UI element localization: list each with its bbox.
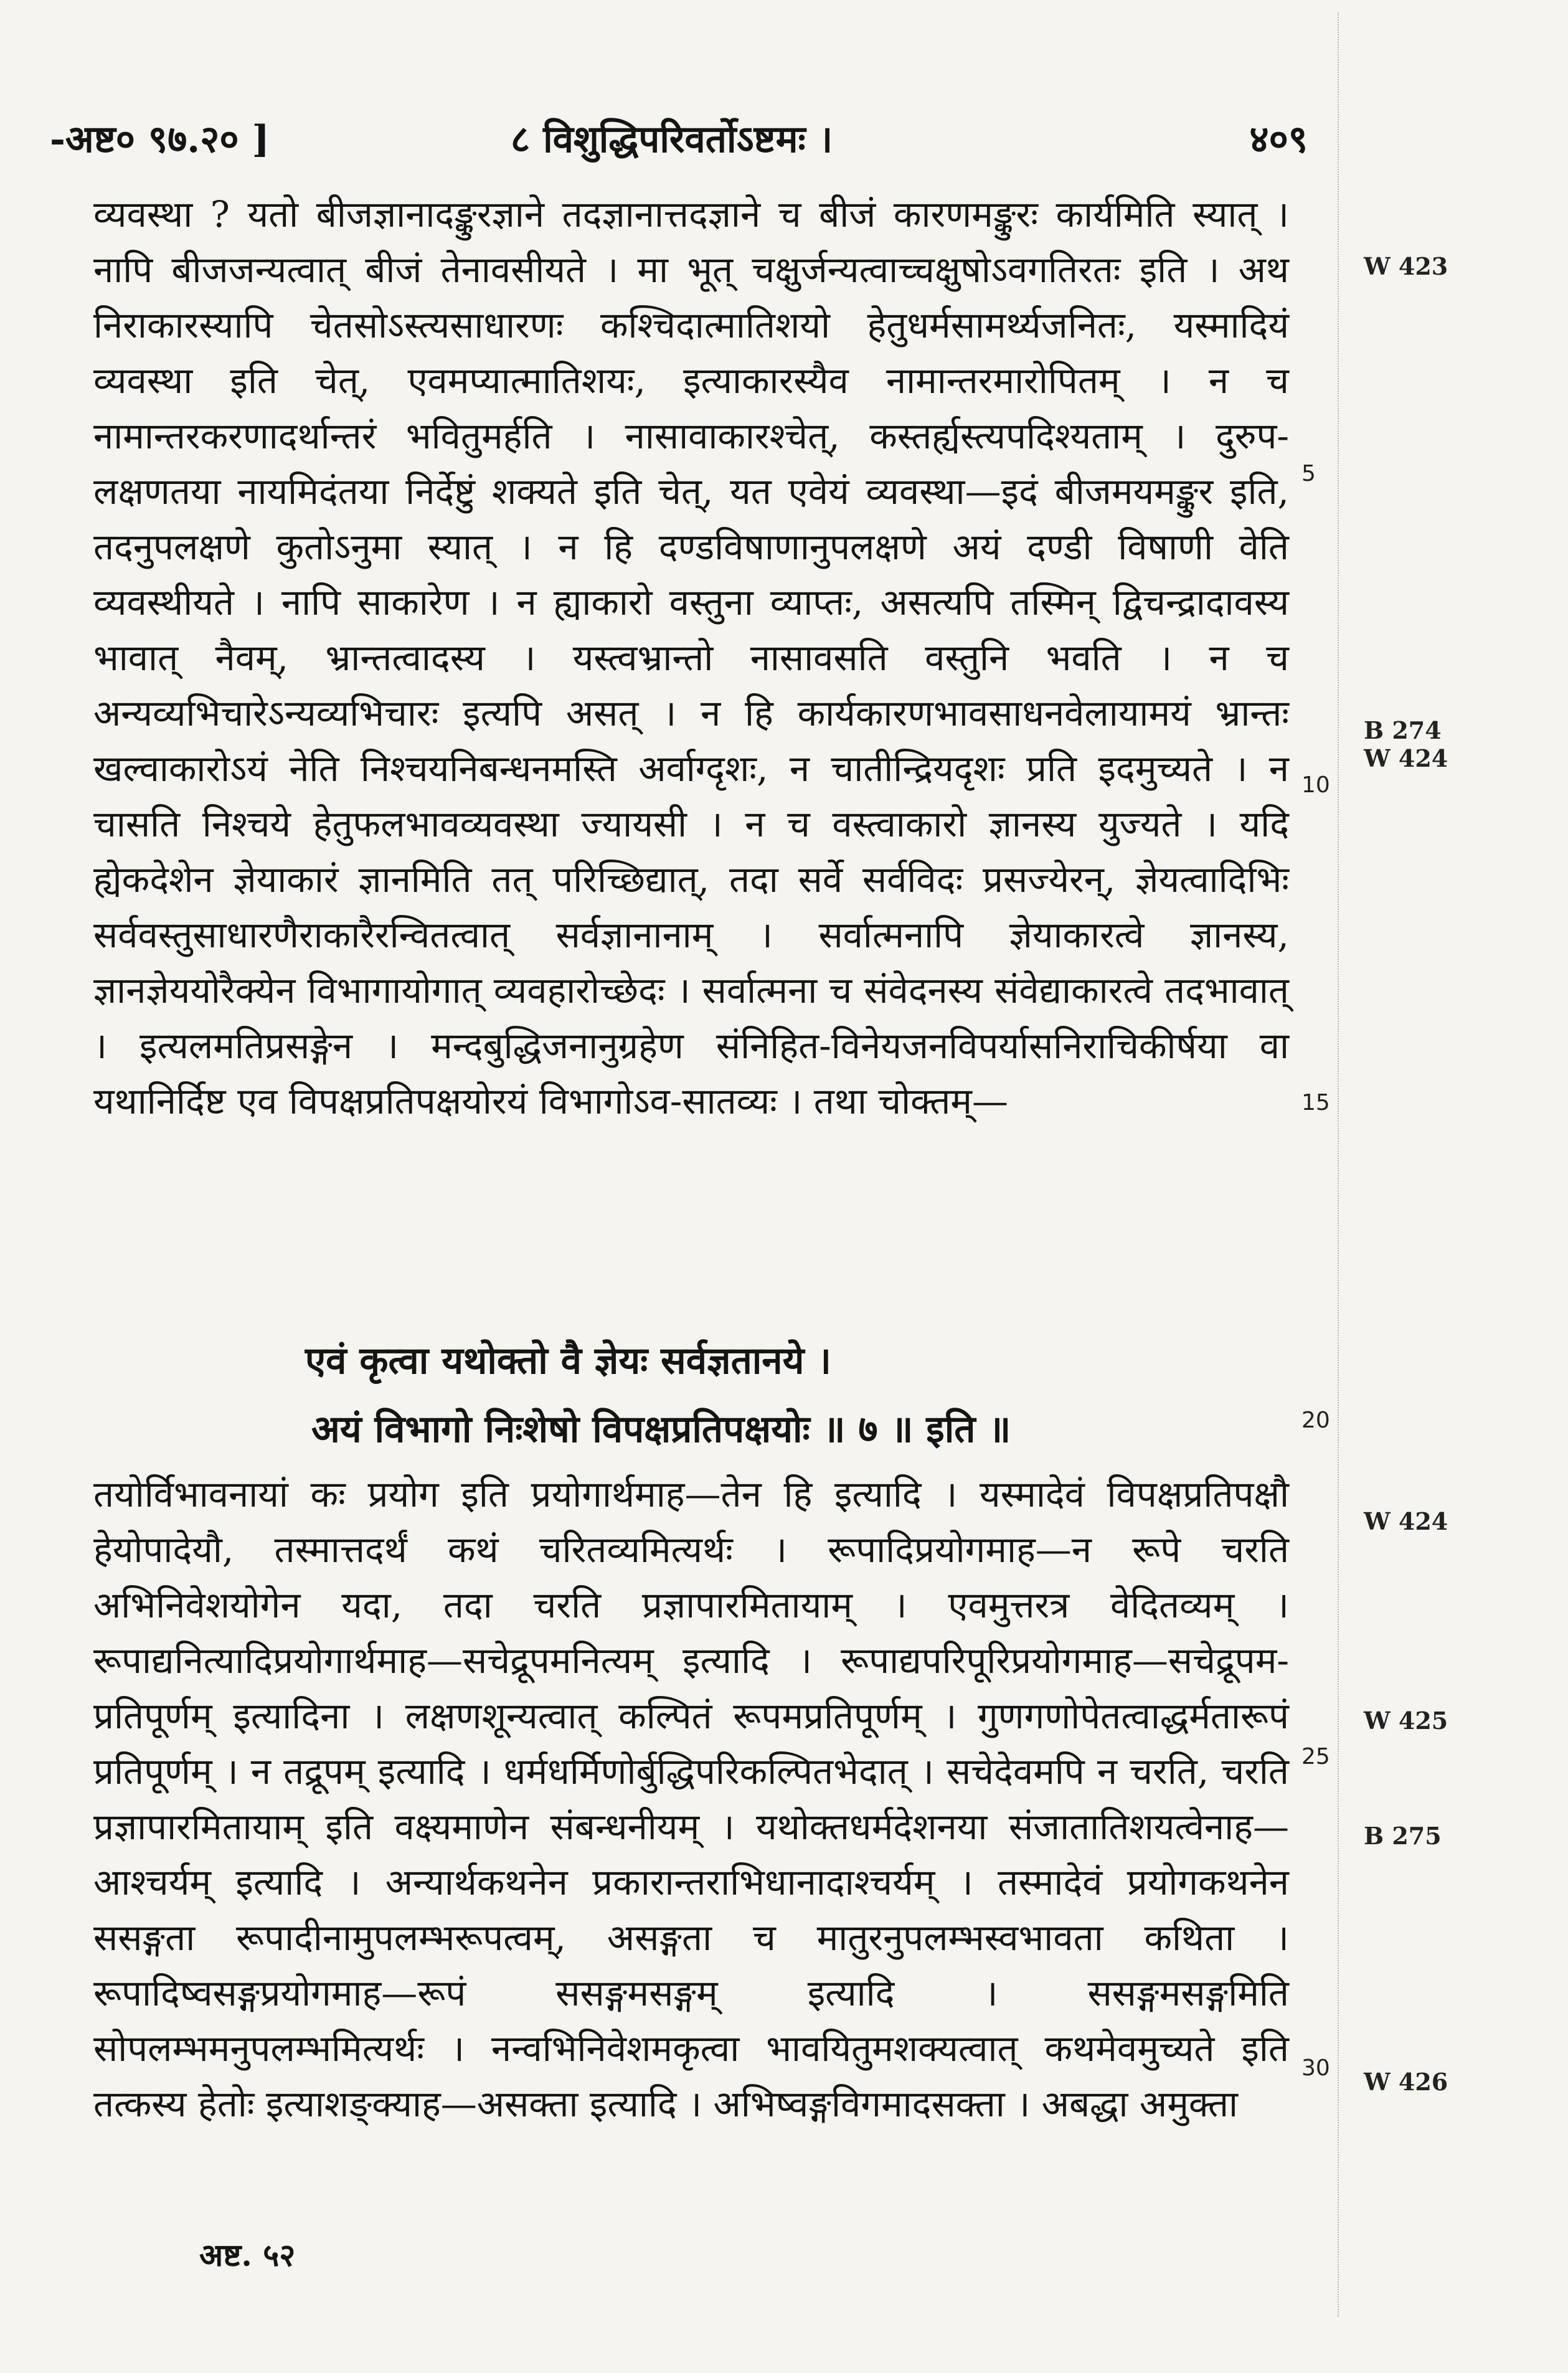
line-number: 10 bbox=[1301, 772, 1330, 798]
margin-rule bbox=[1338, 12, 1339, 2317]
verse-line-2: अयं विभागो निःशेषो विपक्षप्रतिपक्षयोः ॥ ७ ॥ इति ॥ bbox=[311, 1408, 1011, 1451]
signature-mark: अष्ट. ५२ bbox=[199, 2237, 296, 2273]
margin-reference: W 425 bbox=[1364, 1707, 1448, 1735]
commentary-paragraph-2: तयोर्विभावनायां कः प्रयोग इति प्रयोगार्थमाह—तेन हि इत्यादि । यस्मादेवं विपक्षप्रतिपक्षौ हेयोपादेयौ, तस्मात्तदर्थं कथं चरितव्यमित्यर्थः । रूपादिप्रयोगमाह—न रूपे चरति अभिनिवेशयोगेन यदा, तदा चरति प्रज्ञापारमितायाम् । एवमुत्तरत्र वेदितव्यम् । रूपाद्यनित्यादिप्रयोगार्थमाह—सचेद्रूपमनित्यम् इत्यादि । रूपाद्यपरिपूरिप्रयोगमाह—सचेद्रूपम-प्रतिपूर्णम् इत्यादिना । लक्षणशून्यत्वात् कल्पितं रूपमप्रतिपूर्णम् । गुणगणोपेतत्वाद्धर्मतारूपं प्रतिपूर्णम् । न तद्रूपम् इत्यादि । धर्मधर्मिणोर्बुद्धिपरिकल्पितभेदात् । सचेदेवमपि न चरति, चरति प्रज्ञापारमितायाम् इति वक्ष्यमाणेन संबन्धनीयम् । यथोक्तधर्मदेशनया संजातातिशयत्वेनाह—आश्चर्यम् इत्यादि । अन्यार्थकथनेन प्रकारान्तराभिधानादाश्चर्यम् । तस्मादेवं प्रयोगकथनेन ससङ्गता रूपादीनामुपलम्भरूपत्वम्, असङ्गता च मातुरनुपलम्भस्वभावता कथिता । रूपादिष्वसङ्गप्रयोगमाह—रूपं ससङ्गमसङ्गम् इत्यादि । ससङ्गमसङ्गमिति सोपलम्भमनुपलम्भमित्यर्थः । नन्वभिनिवेशमकृत्वा भावयितुमशक्यत्वात् कथमेवमुच्यते इति तत्कस्य हेतोः इत्याशङ्क्याह—असक्ता इत्यादि । अभिष्वङ्गविगमादसक्ता । अबद्धा अमुक्ता bbox=[93, 1473, 1289, 2125]
margin-reference: B 274 bbox=[1364, 716, 1442, 744]
commentary-paragraph-1: व्यवस्था ? यतो बीजज्ञानादङ्कुरज्ञाने तदज्ञानात्तदज्ञाने च बीजं कारणमङ्कुरः कार्यमिति स्यात् । नापि बीजजन्यत्वात् बीजं तेनावसीयते । मा भूत् चक्षुर्जन्यत्वाच्चक्षुषोऽवगतिरतः इति । अथ निराकारस्यापि चेतसोऽस्त्यसाधारणः कश्चिदात्मातिशयो हेतुधर्मसामर्थ्यजनितः, यस्मादियं व्यवस्था इति चेत्, एवमप्यात्मातिशयः, इत्याकारस्यैव नामान्तरमारोपितम् । न च नामान्तरकरणादर्थान्तरं भवितुमर्हति । नासावाकारश्चेत्, कस्तर्ह्यस्त्यपदिश्यताम् । दुरुप-लक्षणतया नायमिदंतया निर्देष्टुं शक्यते इति चेत्, यत एवेयं व्यवस्था—इदं बीजमयमङ्कुर इति, तदनुपलक्षणे कुतोऽनुमा स्यात् । न हि दण्डविषाणानुपलक्षणे अयं दण्डी विषाणी वेति व्यवस्थीयते । नापि साकारेण । न ह्याकारो वस्तुना व्याप्तः, असत्यपि तस्मिन् द्विचन्द्रादावस्य भावात् नैवम्, भ्रान्तत्वादस्य । यस्त्वभ्रान्तो नासावसति वस्तुनि भवति । न च अन्यव्यभिचारेऽन्यव्यभिचारः इत्यपि असत् । न हि कार्यकारणभावसाधनवेलायामयं भ्रान्तः खल्वाकारोऽयं नेति निश्चयनिबन्धनमस्ति अर्वाग्दृशः, न चातीन्द्रियदृशः प्रति इदमुच्यते । न चासति निश्चये हेतुफलभावव्यवस्था ज्यायसी । न च वस्त्वाकारो ज्ञानस्य युज्यते । यदि ह्येकदेशेन ज्ञेयाकारं ज्ञानमिति तत् परिच्छिद्यात्, तदा सर्वे सर्वविदः प्रसज्येरन्, ज्ञेयत्वादिभिः सर्ववस्तुसाधारणैराकारैरन्वितत्वात् सर्वज्ञानानाम् । सर्वात्मनापि ज्ञेयाकारत्वे ज्ञानस्य, ज्ञानज्ञेययोरैक्येन विभागायोगात् व्यवहारोच्छेदः । सर्वात्मना च संवेदनस्य संवेद्याकारत्वे तदभावात् । इत्यलमतिप्रसङ्गेन । मन्दबुद्धिजनानुग्रहेण संनिहित-विनेयजनविपर्यासनिराचिकीर्षया वा यथानिर्दिष्ट एव विपक्षप्रतिपक्षयोरयं विभागोऽव-सातव्यः । तथा चोक्तम्— bbox=[93, 193, 1289, 1122]
line-number: 30 bbox=[1301, 2055, 1330, 2081]
line-number: 20 bbox=[1301, 1408, 1330, 1433]
verse-line-1: एवं कृत्वा यथोक्तो वै ज्ञेयः सर्वज्ञतानये । bbox=[305, 1339, 832, 1383]
header-chapter-title: ८ विशुद्धिपरिवर्तोऽष्टमः । bbox=[511, 118, 833, 161]
line-number: 15 bbox=[1301, 1090, 1330, 1115]
header-section-ref: -अष्ट० ९७.२० ] bbox=[50, 118, 270, 161]
margin-reference: W 426 bbox=[1364, 2068, 1448, 2096]
line-number: 5 bbox=[1301, 461, 1316, 486]
page-number: ४०९ bbox=[1249, 118, 1308, 161]
line-number: 25 bbox=[1301, 1744, 1330, 1769]
margin-reference: W 424 bbox=[1364, 1507, 1448, 1535]
running-header bbox=[50, 106, 1308, 168]
margin-reference: W 423 bbox=[1364, 252, 1448, 280]
margin-reference: W 424 bbox=[1364, 744, 1448, 772]
margin-reference: B 275 bbox=[1364, 1822, 1442, 1850]
